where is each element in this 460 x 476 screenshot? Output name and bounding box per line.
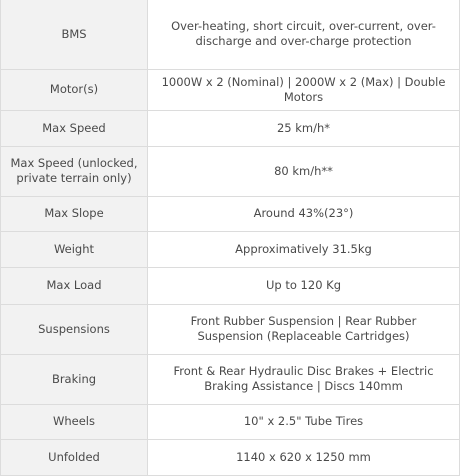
- spec-value: 1000W x 2 (Nominal) | 2000W x 2 (Max) | Double Motors: [148, 69, 460, 110]
- spec-value: Around 43%(23°): [148, 196, 460, 231]
- spec-label: BMS: [1, 0, 148, 69]
- spec-label: Suspensions: [1, 304, 148, 354]
- spec-value: 80 km/h**: [148, 146, 460, 196]
- spec-value: 1140 x 620 x 1250 mm: [148, 439, 460, 475]
- spec-value: Up to 120 Kg: [148, 267, 460, 304]
- spec-row-braking: [1, 354, 460, 404]
- spec-row-motors: [1, 69, 460, 110]
- spec-row-max-speed: [1, 110, 460, 146]
- spec-value: 25 km/h*: [148, 110, 460, 146]
- spec-row-max-speed-unlocked: [1, 146, 460, 196]
- spec-row-max-load: [1, 267, 460, 304]
- spec-label: Max Load: [1, 267, 148, 304]
- spec-row-wheels: [1, 404, 460, 439]
- spec-label: Max Speed (unlocked, private terrain only): [1, 146, 148, 196]
- spec-value: Front Rubber Suspension | Rear Rubber Suspension (Replaceable Cartridges): [148, 304, 460, 354]
- spec-row-weight: [1, 231, 460, 267]
- spec-label: Weight: [1, 231, 148, 267]
- spec-label: Max Slope: [1, 196, 148, 231]
- spec-value: Over-heating, short circuit, over-current, over-discharge and over-charge protection: [148, 0, 460, 69]
- spec-label: Motor(s): [1, 69, 148, 110]
- spec-label: Unfolded: [1, 439, 148, 475]
- spec-row-bms: [1, 0, 460, 69]
- spec-label: Max Speed: [1, 110, 148, 146]
- spec-row-unfolded: [1, 439, 460, 475]
- spec-label: Wheels: [1, 404, 148, 439]
- spec-row-suspensions: [1, 304, 460, 354]
- spec-row-max-slope: [1, 196, 460, 231]
- spec-label: Braking: [1, 354, 148, 404]
- spec-value: 10" x 2.5" Tube Tires: [148, 404, 460, 439]
- spec-value: Front & Rear Hydraulic Disc Brakes + Electric Braking Assistance | Discs 140mm: [148, 354, 460, 404]
- spec-value: Approximatively 31.5kg: [148, 231, 460, 267]
